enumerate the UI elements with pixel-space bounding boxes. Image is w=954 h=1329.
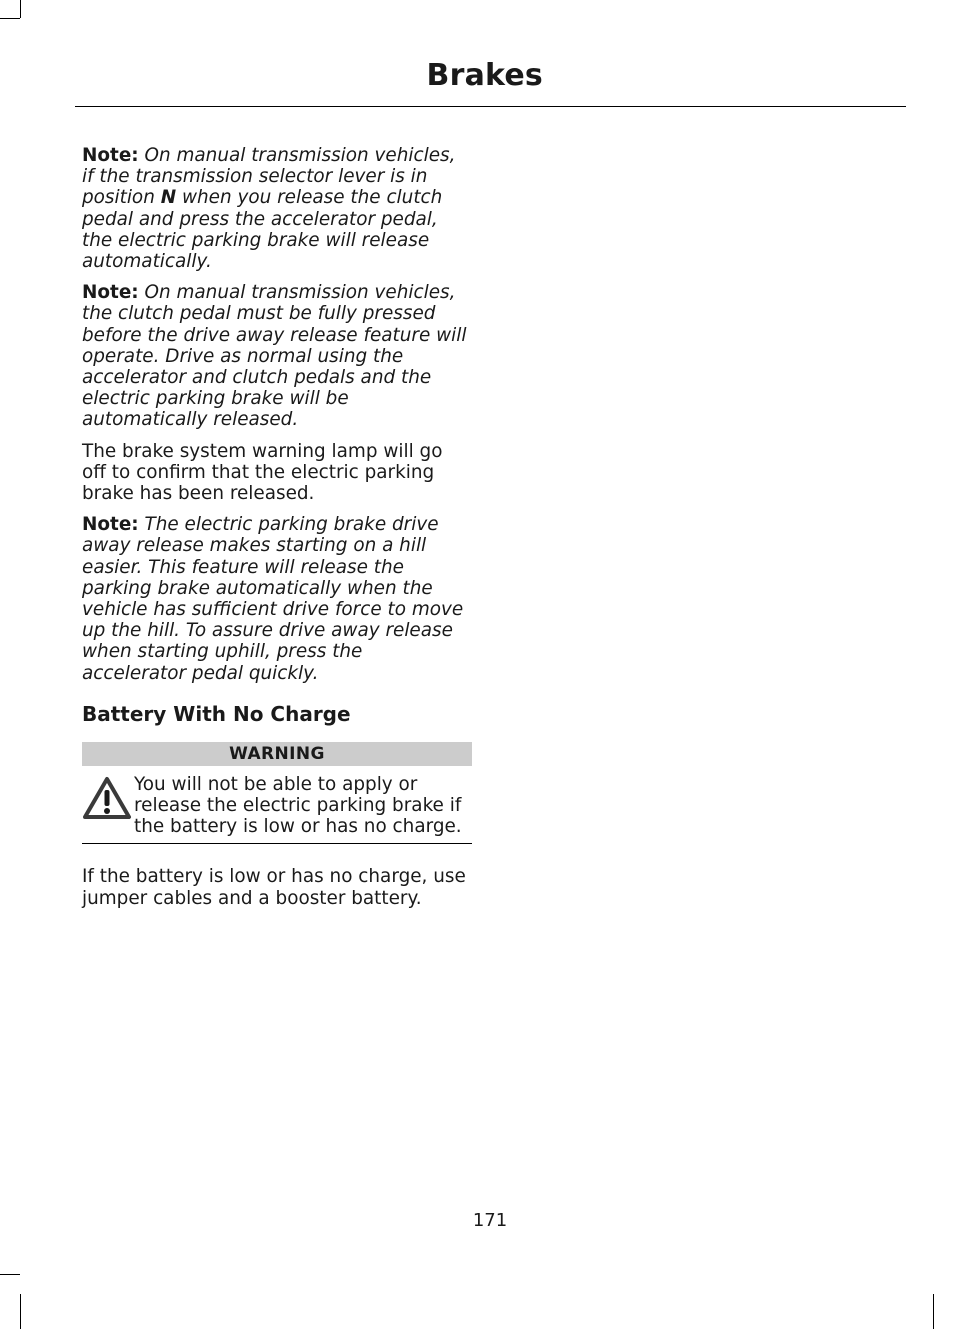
section-heading: Battery With No Charge bbox=[82, 701, 351, 726]
main-column bbox=[82, 145, 472, 919]
crop-mark-top-left-v bbox=[20, 0, 21, 18]
crop-mark-top-left-h bbox=[0, 18, 20, 19]
note-text: On manual transmission vehicles, the clutch pedal must be fully pressed before the drive away release feature will operate. Drive as normal using the accelerator and clutch pedals and the electric parking brake will be automatically released. bbox=[82, 282, 467, 431]
crop-mark-bottom-left-v bbox=[20, 1294, 21, 1329]
crop-mark-bottom-right-v bbox=[933, 1294, 934, 1329]
note-paragraph-3 bbox=[82, 514, 472, 684]
crop-mark-bottom-left-h bbox=[0, 1274, 20, 1275]
warning-body bbox=[82, 766, 472, 845]
note-paragraph-1 bbox=[82, 145, 472, 272]
warning-header: WARNING bbox=[82, 742, 472, 766]
note-text: when you release the clutch pedal and press the accelerator pedal, the electric parking brake will release automatically. bbox=[82, 187, 443, 273]
selector-position-n: N bbox=[160, 187, 177, 209]
note-label: Note: bbox=[82, 145, 139, 166]
note-label: Note: bbox=[82, 514, 139, 536]
warning-text: You will not be able to apply or release the electric parking brake if the battery is low or has no charge. bbox=[134, 773, 462, 838]
body-paragraph-1: The brake system warning lamp will go off to confirm that the electric parking brake has been released. bbox=[82, 440, 443, 505]
page-title: Brakes bbox=[426, 58, 543, 93]
warning-triangle-icon bbox=[82, 776, 134, 825]
page-number: 171 bbox=[472, 1210, 508, 1231]
note-paragraph-2 bbox=[82, 282, 472, 430]
note-label: Note: bbox=[82, 282, 139, 304]
note-text: The electric parking brake drive away release makes starting on a hill easier. This feature will release the parking brake automatically when the vehicle has sufficient drive force to move up the hill. To assure drive away release when starting uphill, press the accelerator pedal quickly. bbox=[82, 514, 464, 684]
note-text: On manual transmission vehicles, if the transmission selector lever is in position bbox=[82, 145, 456, 209]
warning-box bbox=[82, 742, 472, 845]
body-paragraph-2: If the battery is low or has no charge, use jumper cables and a booster battery. bbox=[82, 866, 466, 909]
title-rule bbox=[75, 106, 906, 107]
